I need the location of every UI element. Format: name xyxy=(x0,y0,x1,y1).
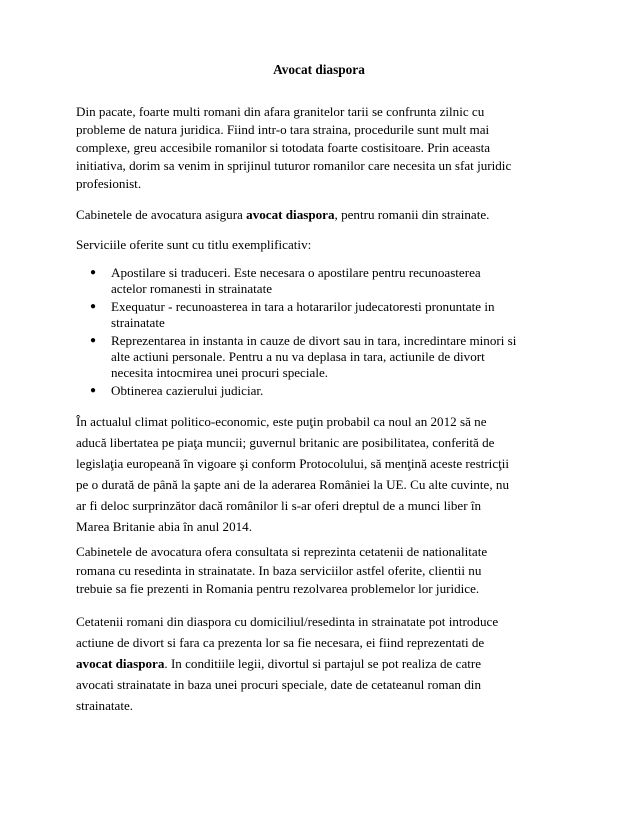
intro-paragraph xyxy=(76,103,576,193)
text-line: Reprezentarea in instanta in cauze de divort sau in tara, incredintare minori si xyxy=(111,333,517,349)
text-line: pe o durată de până la şapte ani de la aderarea României la UE. Cu alte cuvinte, nu xyxy=(76,477,510,492)
text-line: actelor romanesti in strainatate xyxy=(111,280,273,296)
text-line: strainatate. xyxy=(76,698,134,713)
services-heading: Serviciile oferite sunt cu titlu exemplificativ: xyxy=(76,237,312,252)
text-line: Din pacate, foarte multi romani din afara granitelor tarii se confrunta zilnic cu xyxy=(76,104,485,119)
text-line: Apostilare si traduceri. Este necesara o apostilare pentru recunoasterea xyxy=(111,265,481,280)
text-line: aducă libertatea pe piaţa muncii; guvernul britanic are posibilitatea, conferită de xyxy=(76,435,495,450)
bullet-icon: ● xyxy=(90,301,97,313)
bullet-icon: ● xyxy=(90,267,97,278)
divorce-paragraph xyxy=(76,611,576,716)
document-title: Avocat diaspora xyxy=(273,62,365,77)
consultation-paragraph xyxy=(76,543,576,599)
uk-paragraph xyxy=(76,411,576,537)
list-item xyxy=(76,265,576,296)
text-line xyxy=(76,653,576,674)
text-line: Marea Britanie abia în anul 2014. xyxy=(76,519,252,534)
services-intro-paragraph xyxy=(76,206,576,224)
text-line: initiativa, dorim sa venim in sprijinul tuturor romanilor care necesita un sfat juridic xyxy=(76,158,512,173)
text-line: complexe, greu accesibile romanilor si totodata foarte costisitoare. Prin aceasta xyxy=(76,140,491,155)
bullet-icon: ● xyxy=(90,385,97,397)
text-line: strainatate xyxy=(111,314,165,330)
bold-keyword: avocat diaspora xyxy=(246,207,335,222)
text-line: trebuie sa fie prezenti in Romania pentru rezolvarea problemelor lor juridice. xyxy=(76,581,480,597)
text-line: profesionist. xyxy=(76,176,142,191)
text-line: Exequatur - recunoasterea in tara a hotararilor judecatoresti pronuntate in xyxy=(111,299,495,315)
text-segment: , pentru romanii din strainate. xyxy=(334,207,490,222)
bullet-icon: ● xyxy=(90,335,97,347)
text-line: În actualul climat politico-economic, este puţin probabil ca noul an 2012 să ne xyxy=(76,414,487,429)
list-item xyxy=(76,299,576,330)
text-line: Cabinetele de avocatura ofera consultata si reprezinta cetatenii de nationalitate xyxy=(76,544,488,559)
text-line: necesita intocmirea unei procuri speciale. xyxy=(111,364,329,380)
bold-keyword: avocat diaspora xyxy=(76,656,165,671)
services-list xyxy=(76,265,576,402)
text-line: alte actiuni personale. Pentru a nu va deplasa in tara, actiunile de divort xyxy=(111,348,485,364)
list-item xyxy=(76,383,576,399)
text-line: romana cu resedinta in strainatate. In baza serviciilor astfel oferite, clientii nu xyxy=(76,562,482,578)
text-line: Obtinerea cazierului judiciar. xyxy=(111,383,264,399)
text-line: avocati strainatate in baza unei procuri speciale, date de cetateanul roman din xyxy=(76,677,481,692)
list-item xyxy=(76,333,576,380)
text-line: actiune de divort si fara ca prezenta lor sa fie necesara, ei fiind reprezentati de xyxy=(76,635,485,650)
text-line: ar fi deloc surprinzător dacă românilor li s-ar oferi dreptul de a munci liber în xyxy=(76,498,482,513)
text-segment: Cabinetele de avocatura asigura xyxy=(76,207,247,222)
text-line: Cetatenii romani din diaspora cu domiciliul/resedinta in strainatate pot introduce xyxy=(76,614,499,629)
text-line: legislaţia europeană în vigoare şi conform Protocolului, să menţină aceste restricţii xyxy=(76,456,510,471)
text-line: probleme de natura juridica. Fiind intr-o tara straina, procedurile sunt mult mai xyxy=(76,122,490,137)
text-segment: . In conditiile legii, divortul si partajul se pot realiza de catre xyxy=(164,656,482,671)
